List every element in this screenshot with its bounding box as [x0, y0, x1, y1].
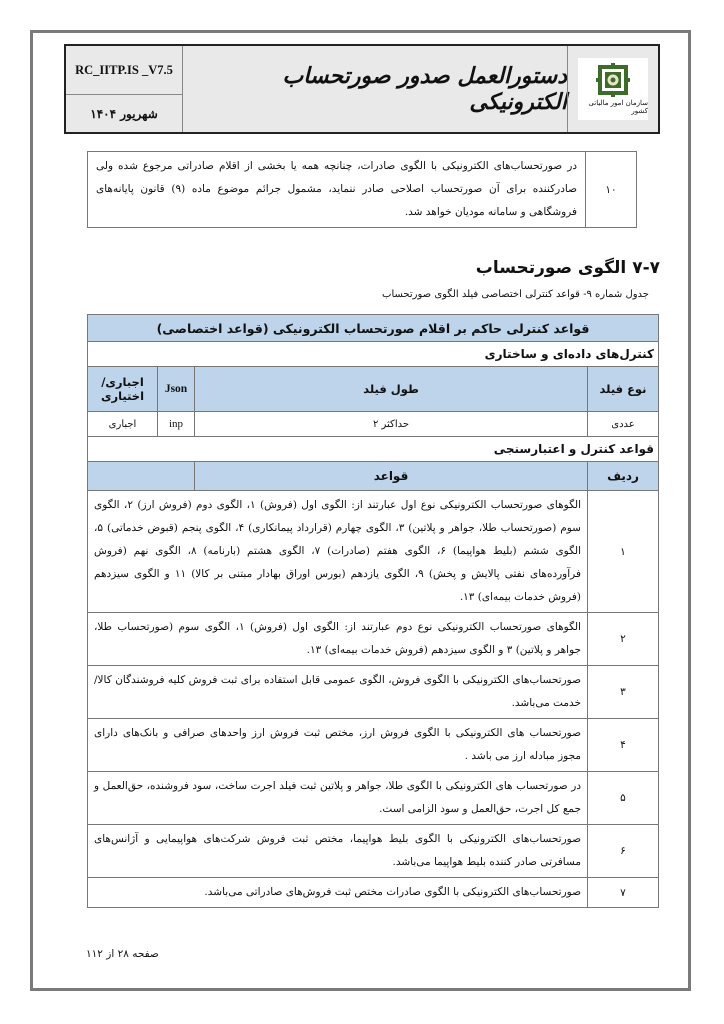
rule-text: صورتحساب‌های الکترونیکی با الگوی فروش، الگوی عمومی قابل استفاده برای ثبت فروش کلیه فروشندگان کالا/خدمت می‌باشد.: [88, 666, 588, 719]
value-field-length: حداکثر ۲: [195, 412, 588, 437]
value-json: inp: [158, 412, 195, 437]
table-row: [88, 772, 659, 825]
rule-text: صورتحساب‌های الکترونیکی با الگوی بلیط هواپیما، مختص ثبت فروش شرکت‌های هواپیمایی و آژانس‌های مسافرتی صادر کننده بلیط هواپیما می‌باشد.: [88, 825, 588, 878]
rule-number: ۴: [588, 719, 659, 772]
table-row: [88, 878, 659, 908]
value-mandatory: اجباری: [88, 412, 158, 437]
logo-caption: سازمان امور مالیاتی کشور: [588, 99, 648, 115]
structural-heading-row: [88, 342, 659, 367]
rule-number: ۳: [588, 666, 659, 719]
document-date: شهریور ۱۴۰۴: [90, 106, 158, 121]
rule-number: ۵: [588, 772, 659, 825]
table-caption: جدول شماره ۹- قواعد کنترلی اختصاصی فیلد الگوی صورتحساب: [382, 289, 649, 300]
table-row: [88, 613, 659, 666]
section-heading: ۷-۷ الگوی صورتحساب: [475, 258, 660, 278]
header-meta: [66, 46, 183, 132]
value-field-type: عددی: [588, 412, 659, 437]
field-values-row: [88, 412, 659, 437]
table-row: [88, 666, 659, 719]
col-extra: [88, 462, 195, 491]
row-number: ۱۰: [586, 152, 637, 228]
table-row: [88, 491, 659, 613]
table-row: [88, 719, 659, 772]
rule-number: ۲: [588, 613, 659, 666]
rule-text: الگوهای صورتحساب الکترونیکی نوع دوم عبارتند از: الگوی اول (فروش) ۱، الگوی سوم (صورتحساب طلا، جواهر و پلاتین) ۳ و الگوی سیزدهم (فروش خدمات بیمه‌ای) ۱۳.: [88, 613, 588, 666]
table-row: [88, 152, 637, 228]
col-rules: قواعد: [195, 462, 588, 491]
col-field-type: نوع فیلد: [588, 367, 659, 412]
validation-heading-row: [88, 437, 659, 462]
structural-heading: کنترل‌های داده‌ای و ساختاری: [88, 342, 659, 367]
rule-number: ۷: [588, 878, 659, 908]
column-header-row: [88, 367, 659, 412]
rule-text: صورتحساب‌های الکترونیکی با الگوی صادرات مختص ثبت فروش‌های صادراتی می‌باشد.: [88, 878, 588, 908]
logo-cell: [567, 46, 658, 132]
row-text: در صورتحساب‌های الکترونیکی با الگوی صادرات، چنانچه همه یا بخشی از اقلام صادراتی مرجوع شده ولی صادرکننده برای آن صورتحساب اصلاحی صادر ننماید، مشمول جرائم موضوع ماده (۹) قانون پایانه‌های فروشگاهی و سامانه مودیان خواهد شد.: [88, 152, 586, 228]
col-mandatory: اجباری/ اختیاری: [88, 367, 158, 412]
document-title: دستورالعمل صدور صورتحساب الکترونیکی: [282, 63, 567, 115]
rules-table: [87, 314, 659, 908]
col-field-length: طول فیلد: [195, 367, 588, 412]
tax-organization-logo-icon: [596, 63, 630, 97]
rule-text: صورتحساب های الکترونیکی با الگوی فروش ارز، مختص ثبت فروش ارز واحدهای صرافی و بانک‌های دارای مجوز مبادله ارز می باشد .: [88, 719, 588, 772]
rules-header-row: [88, 462, 659, 491]
page-number: صفحه ۲۸ از ۱۱۲: [86, 948, 159, 960]
rule-text: در صورتحساب های الکترونیکی با الگوی طلا، جواهر و پلاتین ثبت فیلد اجرت ساخت، سود فروشنده، حق‌العمل و جمع کل اجرت، حق‌العمل و سود الزامی است.: [88, 772, 588, 825]
rule-number: ۱: [588, 491, 659, 613]
table-row: [88, 825, 659, 878]
rule-text: الگوهای صورتحساب الکترونیکی نوع اول عبارتند از: الگوی اول (فروش) ۱، الگوی دوم (فروش ارز) ۲، الگوی سوم (صورتحساب طلا، جواهر و پلاتین) ۳، الگوی چهارم (قرارداد پیمانکاری) ۴، الگوی پنجم (قبوض خدماتی) ۵، الگوی ششم (بلیط هواپیما) ۶، الگوی هفتم (صادرات) ۷، الگوی هشتم (بارنامه) ۸، الگوی نهم (فروش فرآورده‌های نفتی پالایش و پخش) ۹، الگوی یازدهم (بورس اوراق بهادار مبتنی بر کالا) ۱۱ و الگوی سیزدهم (فروش خدمات بیمه‌ای) ۱۳.: [88, 491, 588, 613]
col-row-number: ردیف: [588, 462, 659, 491]
col-json: Json: [158, 367, 195, 412]
table-title: قواعد کنترلی حاکم بر اقلام صورتحساب الکترونیکی (قواعد اختصاصی): [88, 315, 659, 342]
document-code: RC_IITP.IS _V7.5: [66, 46, 182, 95]
document-header: [64, 44, 660, 134]
previous-rules-table: [87, 151, 637, 228]
rule-number: ۶: [588, 825, 659, 878]
logo: [578, 58, 648, 120]
validation-heading: قواعد کنترل و اعتبارسنجی: [88, 437, 659, 462]
table-title-row: [88, 315, 659, 342]
